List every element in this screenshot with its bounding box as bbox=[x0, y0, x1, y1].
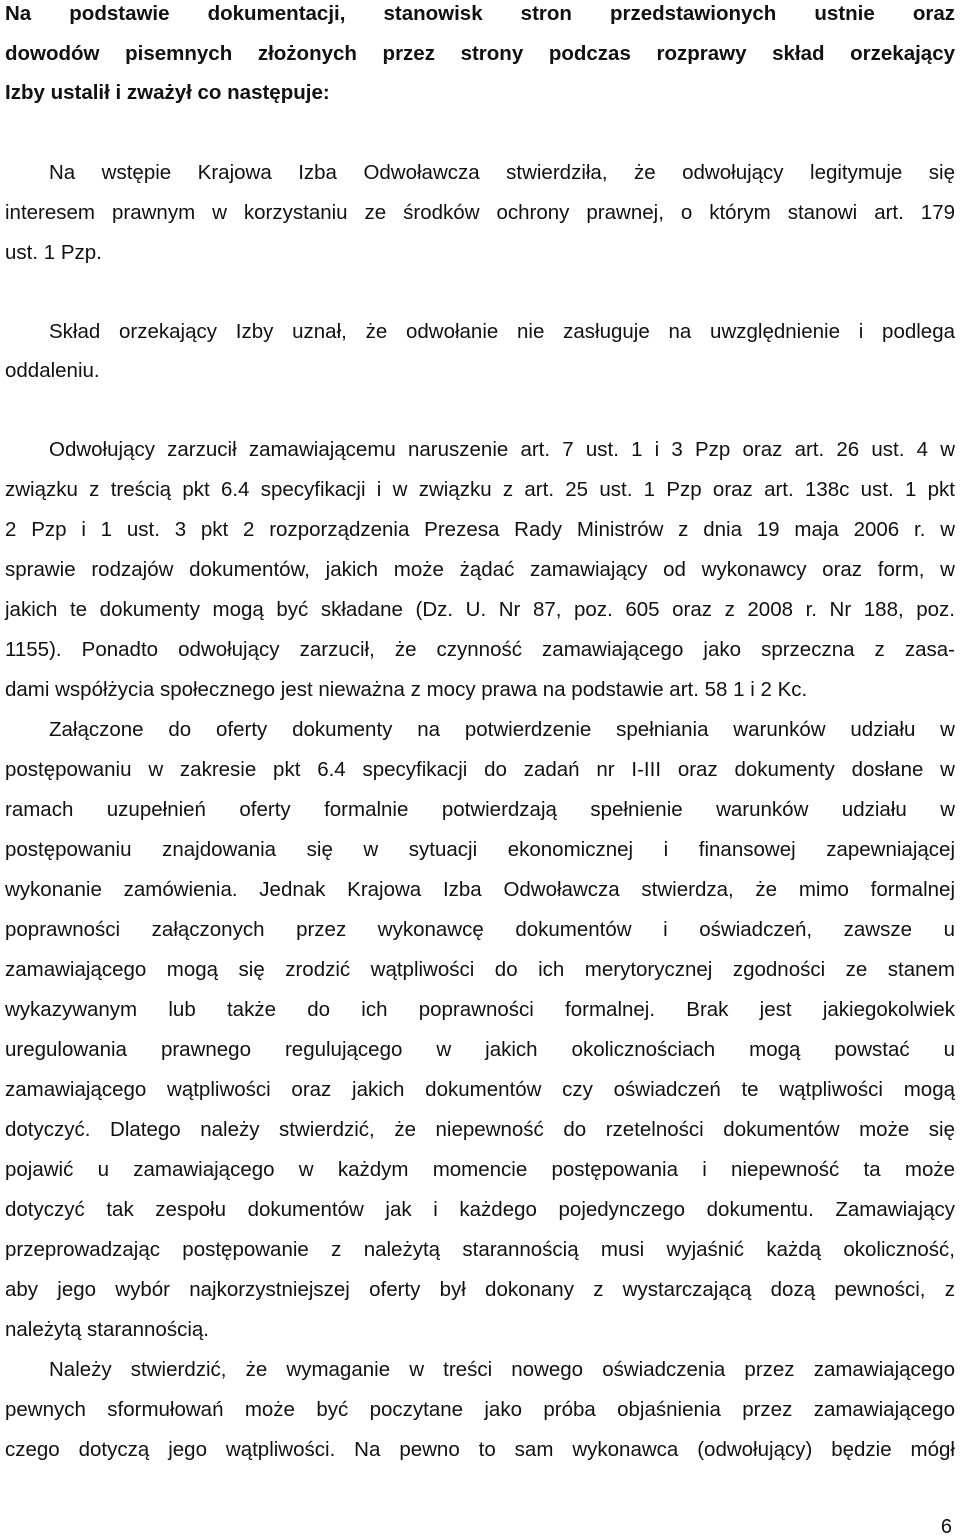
para4-line-5: wykonanie zamówienia. Jednak Krajowa Izba Odwoławcza stwierdza, że mimo formalnej bbox=[5, 878, 955, 901]
para4-line-1: Załączone do oferty dokumenty na potwierdzenie spełniania warunków udziału w bbox=[49, 718, 955, 741]
para4-line-13: dotyczyć tak zespołu dokumentów jak i każdego pojedynczego dokumentu. Zamawiający bbox=[5, 1198, 955, 1221]
intro-line-1: Na podstawie dokumentacji, stanowisk stron przedstawionych ustnie oraz bbox=[5, 2, 955, 25]
para4-line-6: poprawności załączonych przez wykonawcę dokumentów i oświadczeń, zawsze u bbox=[5, 918, 955, 941]
para3-line-4: sprawie rodzajów dokumentów, jakich może żądać zamawiający od wykonawcy oraz form, w bbox=[5, 558, 955, 581]
para3-line-7: dami współżycia społecznego jest nieważna z mocy prawa na podstawie art. 58 1 i 2 Kc. bbox=[5, 678, 808, 701]
para3-line-2: związku z treścią pkt 6.4 specyfikacji i w związku z art. 25 ust. 1 Pzp oraz art. 138c ust. 1 pkt bbox=[5, 478, 955, 501]
para1-line-3: ust. 1 Pzp. bbox=[5, 241, 102, 264]
para5-line-3: czego dotyczą jego wątpliwości. Na pewno to sam wykonawca (odwołujący) będzie mógł bbox=[5, 1438, 955, 1461]
para2-line-1: Skład orzekający Izby uznał, że odwołanie nie zasługuje na uwzględnienie i podlega bbox=[49, 320, 955, 343]
para3-line-5: jakich te dokumenty mogą być składane (Dz. U. Nr 87, poz. 605 oraz z 2008 r. Nr 188, poz. bbox=[5, 598, 955, 621]
para4-line-12: pojawić u zamawiającego w każdym momencie postępowania i niepewność ta może bbox=[5, 1158, 955, 1181]
para2-line-2: oddaleniu. bbox=[5, 359, 100, 382]
para4-line-3: ramach uzupełnień oferty formalnie potwierdzają spełnienie warunków udziału w bbox=[5, 798, 955, 821]
para4-line-10: zamawiającego wątpliwości oraz jakich dokumentów czy oświadczeń te wątpliwości mogą bbox=[5, 1078, 955, 1101]
para3-line-6: 1155). Ponadto odwołujący zarzucił, że czynność zamawiającego jako sprzeczna z zasa- bbox=[5, 638, 955, 661]
para3-line-1: Odwołujący zarzucił zamawiającemu naruszenie art. 7 ust. 1 i 3 Pzp oraz art. 26 ust. 4 w bbox=[49, 438, 955, 461]
para4-line-7: zamawiającego mogą się zrodzić wątpliwości do ich merytorycznej zgodności ze stanem bbox=[5, 958, 955, 981]
para2-line-2-spacer bbox=[5, 333, 955, 359]
para4-line-4: postępowaniu znajdowania się w sytuacji ekonomicznej i finansowej zapewniającej bbox=[5, 838, 955, 861]
page-number: 6 bbox=[940, 1516, 952, 1538]
para4-line-9: uregulowania prawnego regulującego w jakich okolicznościach mogą powstać u bbox=[5, 1038, 955, 1061]
para4-line-8: wykazywanym lub także do ich poprawności formalnej. Brak jest jakiegokolwiek bbox=[5, 998, 955, 1021]
para3-line-3: 2 Pzp i 1 ust. 3 pkt 2 rozporządzenia Prezesa Rady Ministrów z dnia 19 maja 2006 r. w bbox=[5, 518, 955, 541]
para4-line-15: aby jego wybór najkorzystniejszej oferty był dokonany z wystarczającą dozą pewności, z bbox=[5, 1278, 955, 1301]
para1-line-2: interesem prawnym w korzystaniu ze środków ochrony prawnej, o którym stanowi art. 179 bbox=[5, 201, 955, 224]
para4-line-14: przeprowadzając postępowanie z należytą starannością musi wyjaśnić każdą okoliczność, bbox=[5, 1238, 955, 1261]
para4-line-16: należytą starannością. bbox=[5, 1318, 209, 1341]
para4-line-2: postępowaniu w zakresie pkt 6.4 specyfikacji do zadań nr I-III oraz dokumenty dosłane w bbox=[5, 758, 955, 781]
para4-line-11: dotyczyć. Dlatego należy stwierdzić, że niepewność do rzetelności dokumentów może się bbox=[5, 1118, 955, 1141]
para5-line-2: pewnych sformułowań może być poczytane jako próba objaśnienia przez zamawiającego bbox=[5, 1398, 955, 1421]
para1-line-1: Na wstępie Krajowa Izba Odwoławcza stwierdziła, że odwołujący legitymuje się bbox=[49, 161, 955, 184]
intro-line-3: Izby ustalił i zważył co następuje: bbox=[5, 81, 330, 104]
intro-line-2: dowodów pisemnych złożonych przez strony podczas rozprawy skład orzekający bbox=[5, 42, 955, 65]
para5-line-1: Należy stwierdzić, że wymaganie w treści nowego oświadczenia przez zamawiającego bbox=[49, 1358, 955, 1381]
